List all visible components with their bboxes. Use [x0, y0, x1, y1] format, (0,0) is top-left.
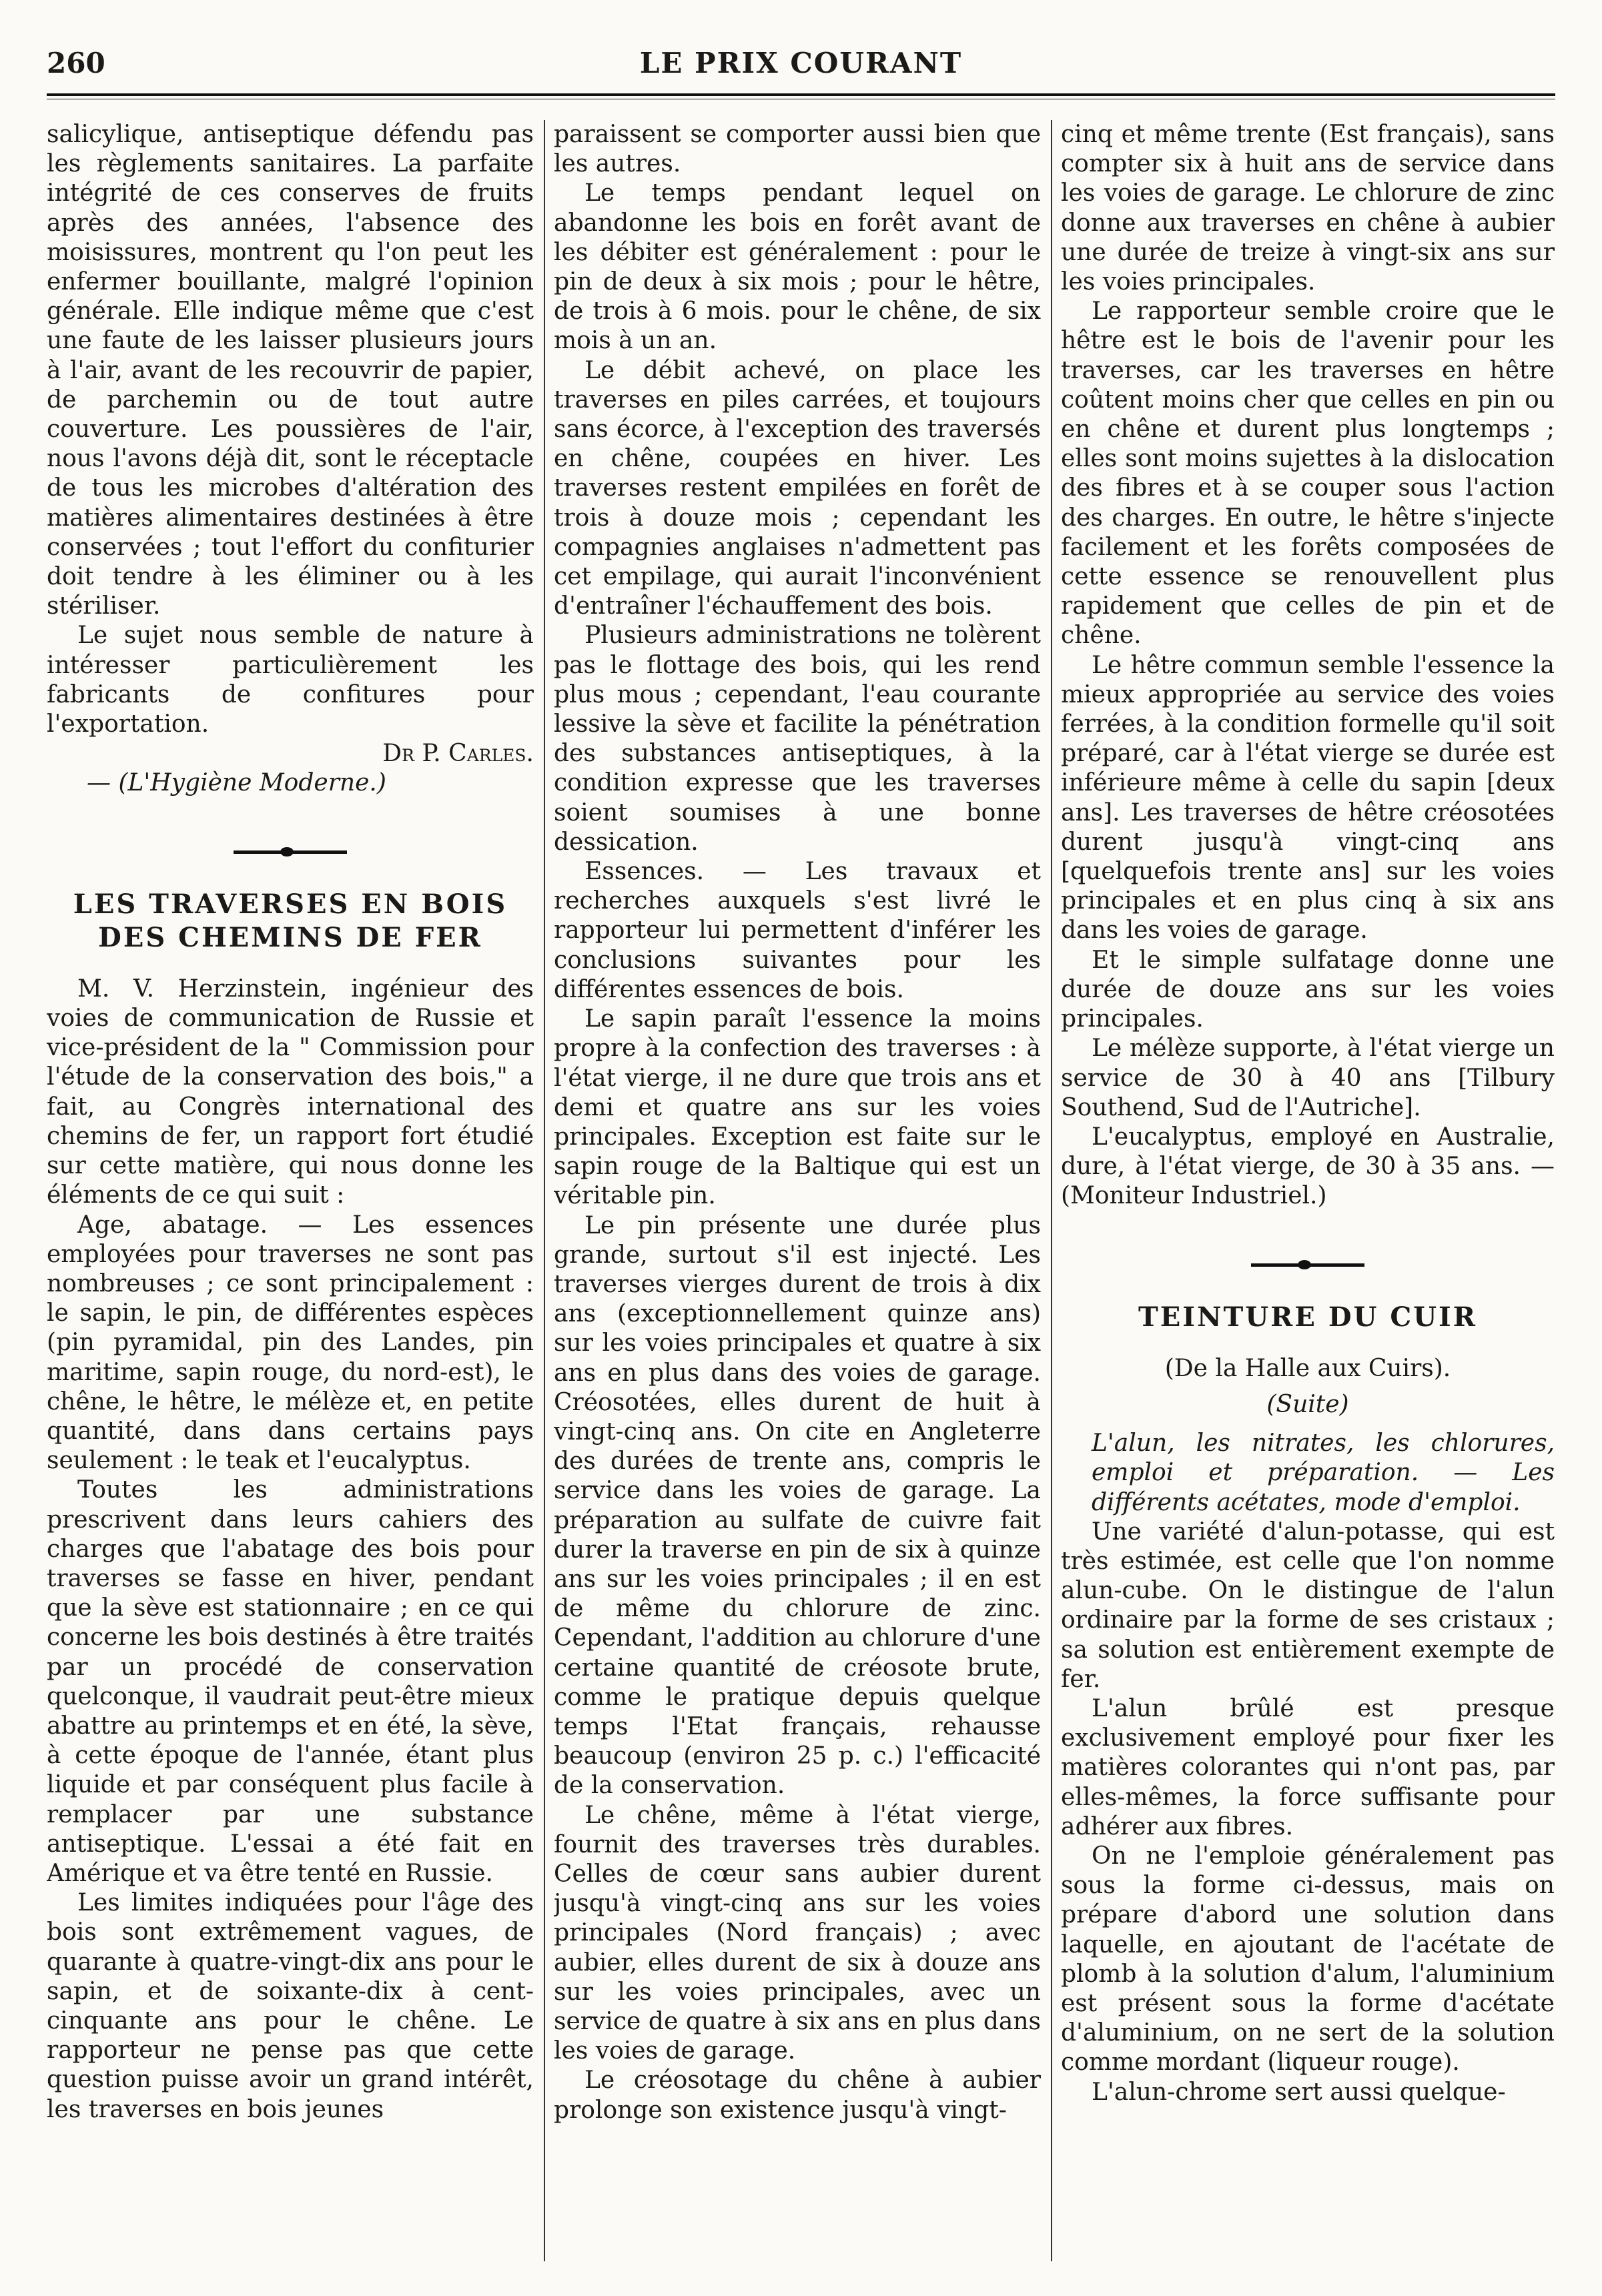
- paragraph: salicylique, antiseptique défendu pas les règlements sanitaires. La parfaite intégrité de ces conserves de fruits après des années, l'absence des moisissures, montrent qu l'on peut les enfermer bouillante, malgré l'opinion générale. Elle indique même que c'est une faute de les laisser plusieurs jours à l'air, avant de les recouvrir de papier, de parchemin ou de tout autre couverture. Les poussières de l'air, nous l'avons déjà dit, sont le réceptacle de tous les microbes d'altération des matières alimentaires destinées à être conservées ; tout l'effort du confiturier doit tendre à les éliminer ou à les stériliser.: [47, 121, 534, 620]
- paragraph: Les limites indiquées pour l'âge des bois sont extrêmement vagues, de quarante à quatre-vingt-dix ans pour le sapin, et de soixante-dix à cent-cinquante ans pour le chêne. Le rapporteur ne pense pas que cette question puisse avoir un grand intérêt, les traverses en bois jeunes: [47, 1889, 534, 2123]
- section-ornament: [1061, 1245, 1555, 1274]
- paragraph: L'alun-chrome sert aussi quelque-: [1092, 2078, 1506, 2106]
- column-1: [47, 120, 534, 2268]
- source-credit: — (L'Hygiène Moderne.): [87, 769, 386, 797]
- paragraph: paraissent se comporter aussi bien que les autres.: [554, 121, 1041, 178]
- article-title: TEINTURE DU CUIR: [1138, 1301, 1477, 1333]
- paragraph: Le mélèze supporte, à l'état vierge un service de 30 à 40 ans [Tilbury Southend, Sud de l'Autriche].: [1061, 1035, 1555, 1121]
- source-line: (De la Halle aux Cuirs).: [1164, 1354, 1451, 1382]
- column-2: [554, 120, 1041, 2268]
- author-signature: Dr P. Carles.: [382, 740, 534, 768]
- section-ornament: [47, 832, 534, 861]
- article-title: LES TRAVERSES EN BOIS DES CHEMINS DE FER: [73, 888, 508, 953]
- page-number: 260: [47, 47, 105, 79]
- paragraph: L'eucalyptus, employé en Australie, dure, à l'état vierge, de 30 à 35 ans. — (Moniteur Industriel.): [1061, 1123, 1555, 1210]
- paragraph: Une variété d'alun-potasse, qui est très estimée, est celle que l'on nomme alun-cube. On le distingue de l'alun ordinaire par la forme de ses cristaux ; sa solution est entièrement exempte de fer.: [1061, 1518, 1555, 1693]
- paragraph: Essences. — Les travaux et recherches auxquels s'est livré le rapporteur lui permettent d'inférer les conclusions suivantes pour les différentes essences de bois.: [554, 858, 1041, 1003]
- header-rule: [47, 93, 1555, 96]
- article-subheading: L'alun, les nitrates, les chlorures, emploi et préparation. — Les différents acétates, mode d'emploi.: [1092, 1429, 1555, 1516]
- paragraph: L'alun brûlé est presque exclusivement employé pour fixer les matières colorantes qui n'ont pas, par elles-mêmes, la force suffisante pour adhérer aux fibres.: [1061, 1694, 1555, 1840]
- paragraph: cinq et même trente (Est français), sans compter six à huit ans de service dans les voies de garage. Le chlorure de zinc donne aux traverses en chêne à aubier une durée de treize à vingt-six ans sur les voies principales.: [1061, 121, 1555, 296]
- paragraph: Le rapporteur semble croire que le hêtre est le bois de l'avenir pour les traverses, car les traverses en hêtre coûtent moins cher que celles en pin ou en chêne et durent plus longtemps ; elles sont moins sujettes à la dislocation des fibres et à se couper sous l'action des charges. En outre, le hêtre s'injecte facilement et les forêts composées de cette essence se renouvellent plus rapidement que celles de pin et de chêne.: [1061, 298, 1555, 650]
- paragraph: M. V. Herzinstein, ingénieur des voies de communication de Russie et vice-président de la " Commission pour l'étude de la conservation des bois," a fait, au Congrès international des chemins de fer, un rapport fort étudié sur cette matière, qui nous donne les éléments de ce qui suit :: [47, 975, 534, 1209]
- paragraph: Le hêtre commun semble l'essence la mieux appropriée au service des voies ferrées, à la condition formelle qu'il soit préparé, car à l'état vierge se durée est inférieure même à celle du sapin [deux ans]. Les traverses de hêtre créosotées durent jusqu'à vingt-cinq ans [quelquefois trente ans] sur les voies principales et en plus cinq à six ans dans les voies de garage.: [1061, 651, 1555, 945]
- continued-label: (Suite): [1266, 1390, 1349, 1418]
- paragraph: Le chêne, même à l'état vierge, fournit des traverses très durables. Celles de cœur sans aubier durent jusqu'à vingt-cinq ans sur les voies principales (Nord français) ; avec aubier, elles durent de six à douze ans sur les voies principales, avec un service de quatre à six ans en plus dans les voies de garage.: [554, 1801, 1041, 2065]
- paragraph: Le pin présente une durée plus grande, surtout s'il est injecté. Les traverses vierges durent de trois à dix ans (exceptionnellement quinze ans) sur les voies principales et quatre à six ans en plus dans des voies de garage. Créosotées, elles durent de huit à vingt-cinq ans. On cite en Angleterre des durées de trente ans, compris le service dans les voies de garage. La préparation au sulfate de cuivre fait durer la traverse en pin de six à quinze ans sur les voies principales ; il en est de même du chlorure de zinc. Cependant, l'addition au chlorure d'une certaine quantité de créosote brute, comme le pratique depuis quelque temps l'Etat français, rehausse beaucoup (environ 25 p. c.) l'efficacité de la conservation.: [554, 1211, 1041, 1800]
- paragraph: Age, abatage. — Les essences employées pour traverses ne sont pas nombreuses ; ce sont principalement : le sapin, le pin, de différentes espèces (pin pyramidal, pin des Landes, pin maritime, sapin rouge, du nord-est), le chêne, le hêtre, le mélèze et, en petite quantité, dans dans certains pays seulement : le teak et l'eucalyptus.: [47, 1211, 534, 1475]
- paragraph: Toutes les administrations prescrivent dans leurs cahiers des charges que l'abatage des bois pour traverses se fasse en hiver, pendant que la sève est stationnaire ; en ce qui concerne les bois destinés à être traités par un procédé de conservation quelconque, il vaudrait peut-être mieux abattre au printemps et en été, la sève, à cette époque de l'année, étant plus liquide et par conséquent plus facile à remplacer par une substance antiseptique. L'essai a été fait en Amérique et va être tenté en Russie.: [47, 1476, 534, 1887]
- paragraph: Plusieurs administrations ne tolèrent pas le flottage des bois, qui les rend plus mous ; cependant, l'eau courante lessive la sève et facilite la pénétration des substances antiseptiques, à la condition expresse que les traverses soient soumises à une bonne dessication.: [554, 622, 1041, 856]
- paragraph: On ne l'emploie généralement pas sous la forme ci-dessus, mais on prépare d'abord une solution dans laquelle, en ajoutant de l'acétate de plomb à la solution d'alum, l'aluminium est présent sous la forme d'acétate d'aluminium, on ne sert de la solution comme mordant (liqueur rouge).: [1061, 1842, 1555, 2077]
- paragraph: Le sujet nous semble de nature à intéresser particulièrement les fabricants de confitures pour l'exportation.: [47, 622, 534, 738]
- column-divider: [544, 120, 545, 2261]
- column-3: [1061, 120, 1555, 2268]
- column-divider: [1051, 120, 1052, 2261]
- paragraph: Le débit achevé, on place les traverses en piles carrées, et toujours sans écorce, à l'exception des traversés en chêne, coupées en hiver. Les traverses restent empilées en forêt de trois à douze mois ; cependant les compagnies anglaises n'admettent pas cet empilage, qui aurait l'inconvénient d'entraîner l'échauffement des bois.: [554, 356, 1041, 620]
- paragraph: Et le simple sulfatage donne une durée de douze ans sur les voies principales.: [1061, 946, 1555, 1033]
- journal-title: LE PRIX COURANT: [639, 47, 963, 79]
- paragraph: Le sapin paraît l'essence la moins propre à la confection des traverses : à l'état vierge, il ne dure que trois ans et demi et quatre ans sur les voies principales. Exception est faite sur le sapin rouge de la Baltique qui est un véritable pin.: [554, 1005, 1041, 1210]
- paragraph: Le temps pendant lequel on abandonne les bois en forêt avant de les débiter est généralement : pour le pin de deux à six mois ; pour le hêtre, de trois à 6 mois. pour le chêne, de six mois à un an.: [554, 179, 1041, 355]
- paragraph: Le créosotage du chêne à aubier prolonge son existence jusqu'à vingt-: [554, 2067, 1041, 2124]
- page-header: [47, 47, 1555, 87]
